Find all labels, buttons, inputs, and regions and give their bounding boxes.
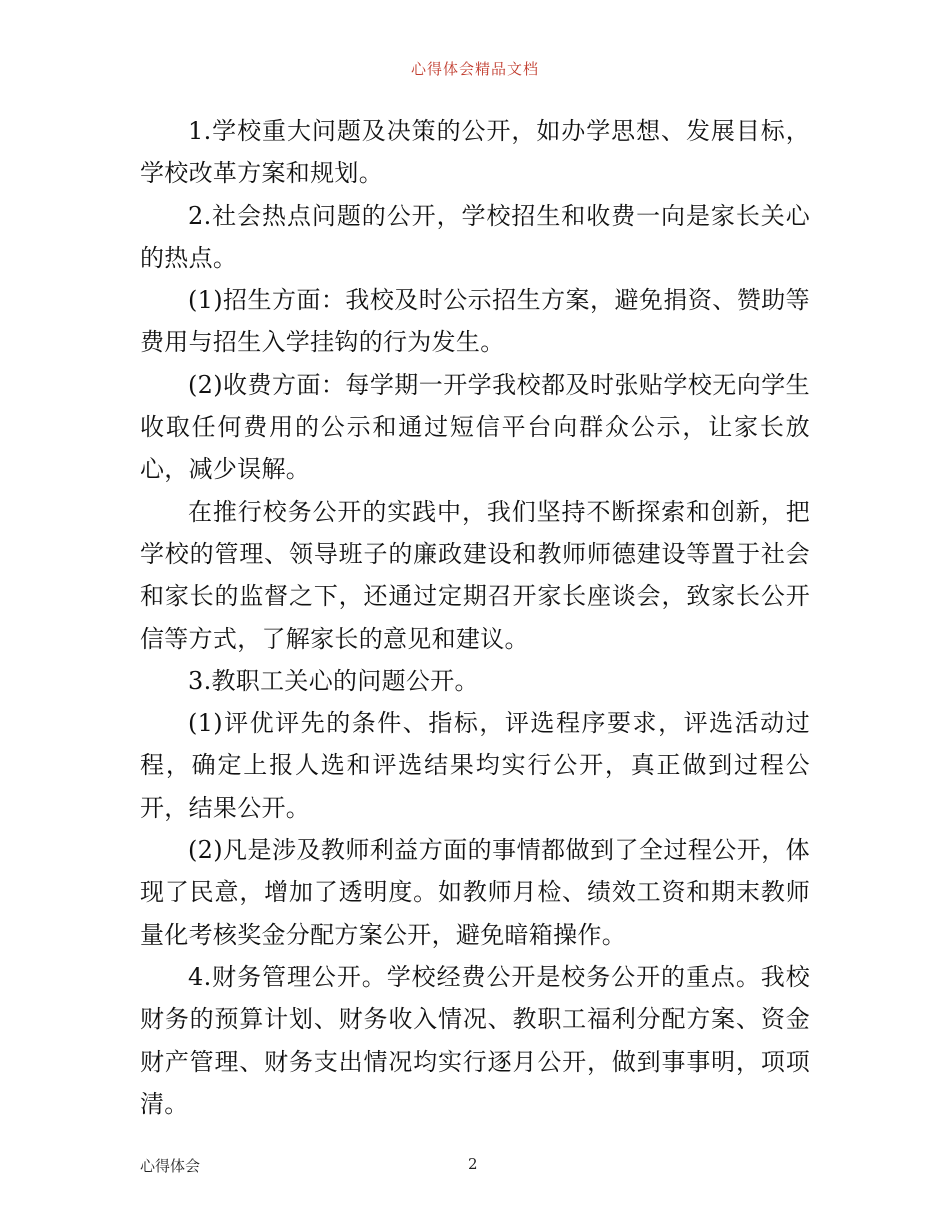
paragraph: (1)招生方面：我校及时公示招生方案，避免捐资、赞助等费用与招生入学挂钩的行为发生。 xyxy=(140,286,810,357)
paragraph: 1.学校重大问题及决策的公开，如办学思想、发展目标，学校改革方案和规划。 xyxy=(140,117,810,188)
paragraph: 3.教职工关心的问题公开。 xyxy=(188,666,479,695)
paragraph: (2)凡是涉及教师利益方面的事情都做到了全过程公开，体现了民意，增加了透明度。如教师月检、绩效工资和期末教师量化考核奖金分配方案公开，避免暗箱操作。 xyxy=(140,836,810,949)
paragraph: (1)评优评先的条件、指标，评选程序要求，评选活动过程，确定上报人选和评选结果均实行公开，真正做到过程公开，结果公开。 xyxy=(140,709,810,822)
page-number: 2 xyxy=(468,1155,478,1173)
paragraph: (2)收费方面：每学期一开学我校都及时张贴学校无向学生收取任何费用的公示和通过短信平台向群众公示，让家长放心，减少误解。 xyxy=(140,370,810,484)
document-body xyxy=(140,110,810,1125)
paragraph: 2.社会热点问题的公开，学校招生和收费一向是家长关心的热点。 xyxy=(140,201,810,272)
footer-label: 心得体会 xyxy=(140,1157,201,1175)
page-header-title: 心得体会精品文档 xyxy=(410,60,539,78)
paragraph: 4.财务管理公开。学校经费公开是校务公开的重点。我校财务的预算计划、财务收入情况、教职工福利分配方案、资金财产管理、财务支出情况均实行逐月公开，做到事事明，项项清。 xyxy=(140,962,810,1118)
paragraph: 在推行校务公开的实践中，我们坚持不断探索和创新，把学校的管理、领导班子的廉政建设和教师师德建设等置于社会和家长的监督之下，还通过定期召开家长座谈会，致家长公开信等方式，了解家长的意见和建议。 xyxy=(140,497,810,653)
